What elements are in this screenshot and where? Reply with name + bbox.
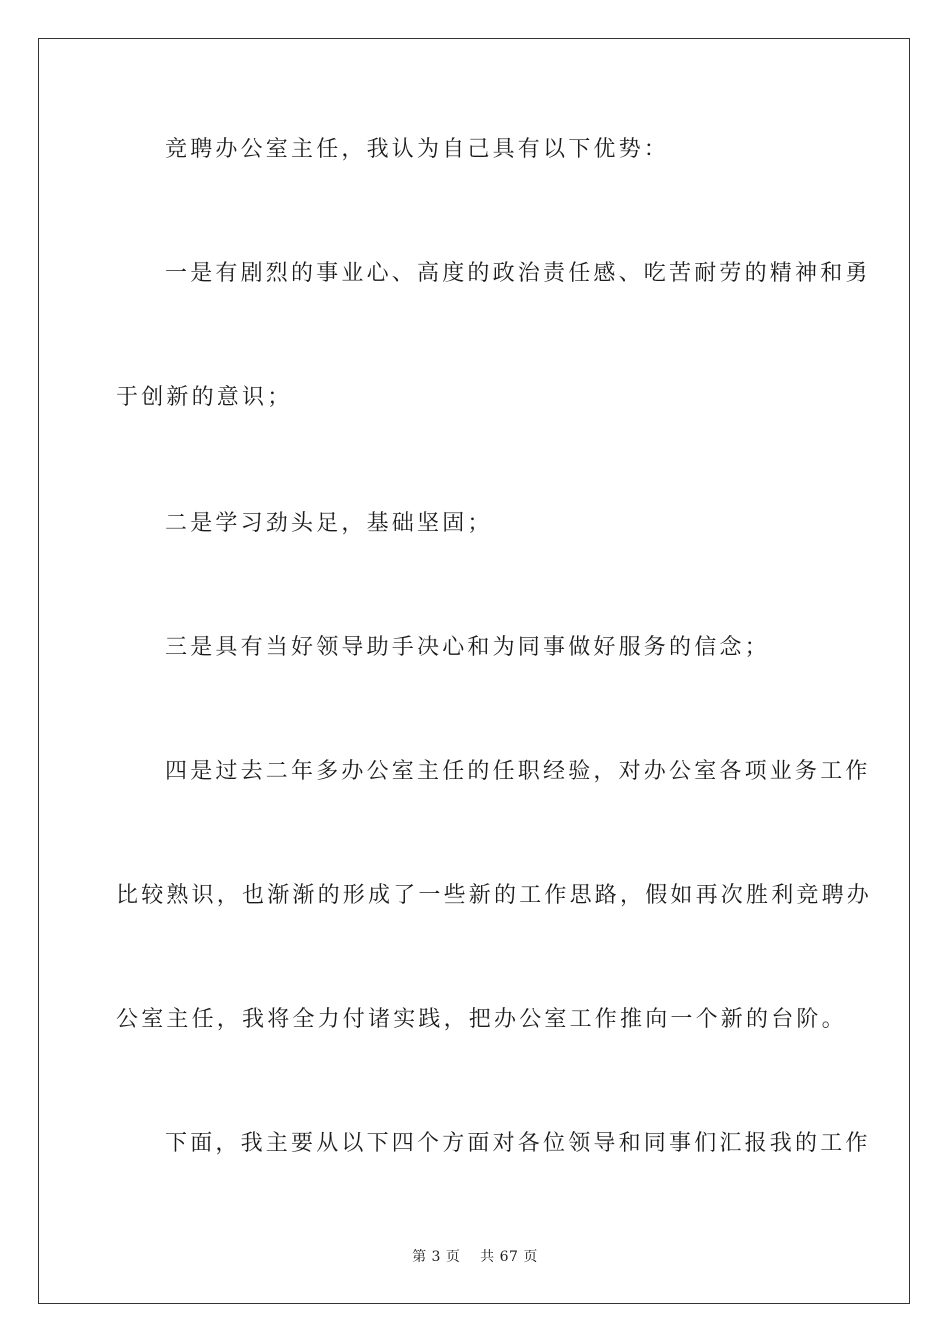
paragraph-line: 四是过去二年多办公室主任的任职经验，对办公室各项业务工作 [165,759,871,784]
paragraph-line: 二是学习劲头足，基础坚固； [165,511,493,536]
paragraph-line: 于创新的意识； [116,385,293,410]
page-border [38,38,910,1304]
page-number-footer: 第 3 页 共 67 页 [412,1249,538,1265]
paragraph-line: 比较熟识，也渐渐的形成了一些新的工作思路，假如再次胜利竞聘办 [116,883,873,908]
paragraph-line: 一是有剧烈的事业心、高度的政治责任感、吃苦耐劳的精神和勇 [165,261,871,286]
paragraph-line: 三是具有当好领导助手决心和为同事做好服务的信念； [165,635,770,660]
paragraph-line: 竞聘办公室主任，我认为自己具有以下优势： [165,137,670,162]
paragraph-line: 下面，我主要从以下四个方面对各位领导和同事们汇报我的工作 [165,1131,871,1156]
paragraph-line: 公室主任，我将全力付诸实践，把办公室工作推向一个新的台阶。 [116,1007,847,1032]
